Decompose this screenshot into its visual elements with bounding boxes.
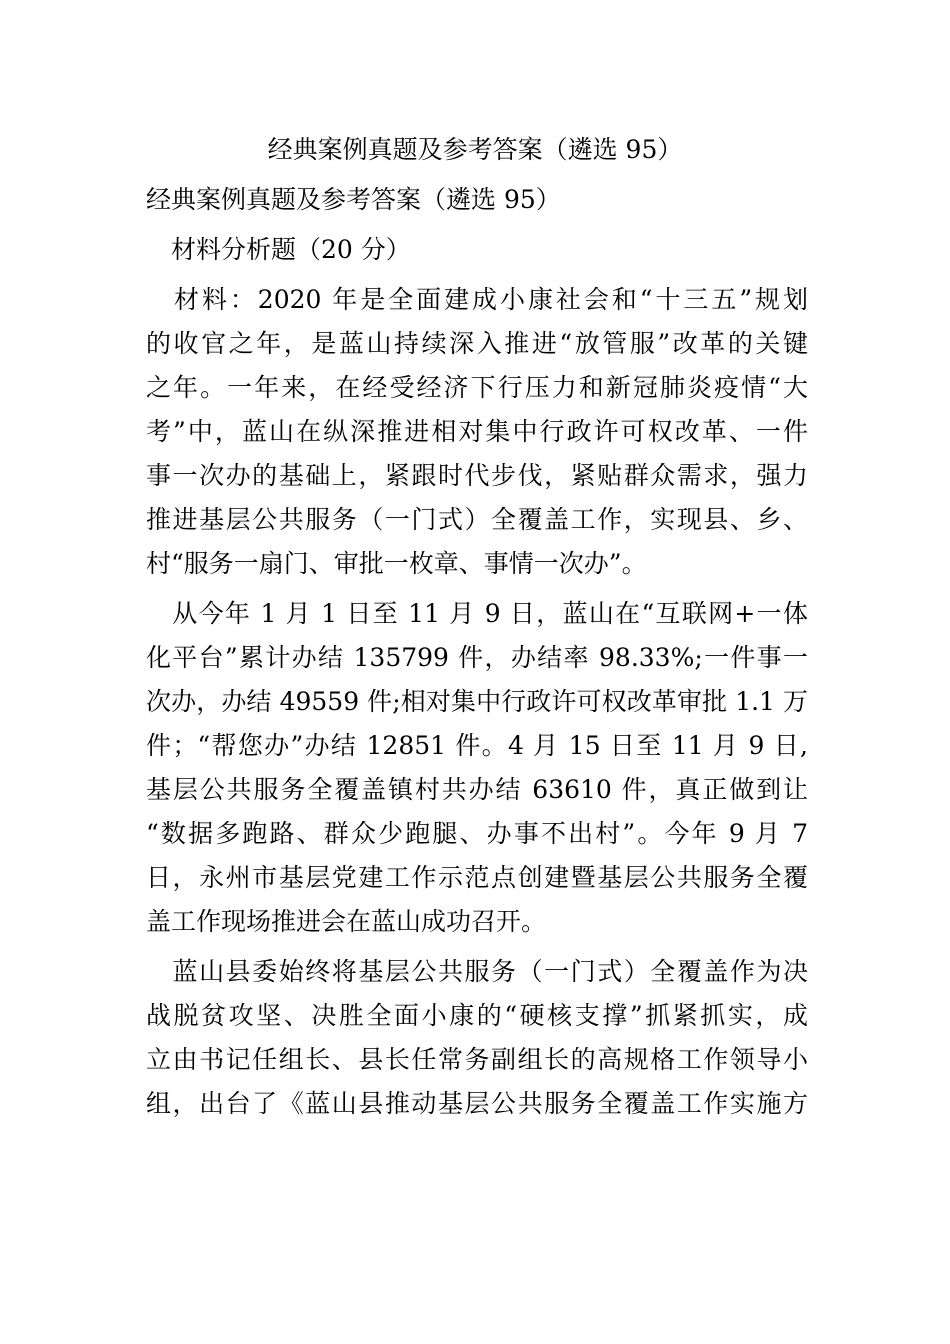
text-line: 从今年 1 月 1 日至 11 月 9 日，蓝山在“互联网+一体 bbox=[146, 599, 808, 628]
section-heading: 材料分析题（20 分） bbox=[146, 235, 411, 264]
paragraph-statistics bbox=[146, 592, 808, 944]
text-line: “数据多跑路、群众少跑腿、办事不出村”。今年 9 月 7 bbox=[146, 819, 808, 848]
text-line: 推进基层公共服务（一门式）全覆盖工作，实现县、乡、 bbox=[146, 505, 808, 534]
text-line: 村“服务一扇门、审批一枚章、事情一次办”。 bbox=[146, 549, 647, 578]
document-title: 经典案例真题及参考答案（遴选 95） bbox=[267, 135, 683, 164]
text-line: 组，出台了《蓝山县推动基层公共服务全覆盖工作实施方 bbox=[146, 1089, 808, 1118]
text-line: 立由书记任组长、县长任常务副组长的高规格工作领导小 bbox=[146, 1045, 808, 1074]
text-line: 基层公共服务全覆盖镇村共办结 63610 件，真正做到让 bbox=[146, 775, 808, 804]
document-body bbox=[146, 178, 808, 1126]
text-line: 材料：2020 年是全面建成小康社会和“十三五”规划 bbox=[146, 285, 808, 314]
paragraph-material bbox=[146, 278, 808, 586]
text-line: 件；“帮您办”办结 12851 件。4 月 15 日至 11 月 9 日, bbox=[146, 731, 808, 760]
text-line: 盖工作现场推进会在蓝山成功召开。 bbox=[146, 907, 547, 936]
text-line: 化平台”累计办结 135799 件，办结率 98.33%;一件事一 bbox=[146, 643, 808, 672]
text-line: 事一次办的基础上，紧跟时代步伐，紧贴群众需求，强力 bbox=[146, 461, 808, 490]
text-line: 之年。一年来，在经受经济下行压力和新冠肺炎疫情“大 bbox=[146, 373, 808, 402]
paragraph-county-committee bbox=[146, 950, 808, 1126]
document-subtitle: 经典案例真题及参考答案（遴选 95） bbox=[146, 185, 561, 214]
text-line: 考”中，蓝山在纵深推进相对集中行政许可权改革、一件 bbox=[146, 417, 808, 446]
text-line: 的收官之年，是蓝山持续深入推进“放管服”改革的关键 bbox=[146, 329, 808, 358]
text-line: 次办，办结 49559 件;相对集中行政许可权改革审批 1.1 万 bbox=[146, 687, 808, 716]
text-line: 战脱贫攻坚、决胜全面小康的“硬核支撑”抓紧抓实，成 bbox=[146, 1001, 808, 1030]
text-line: 日，永州市基层党建工作示范点创建暨基层公共服务全覆 bbox=[146, 863, 808, 892]
text-line: 蓝山县委始终将基层公共服务（一门式）全覆盖作为决 bbox=[146, 957, 808, 986]
